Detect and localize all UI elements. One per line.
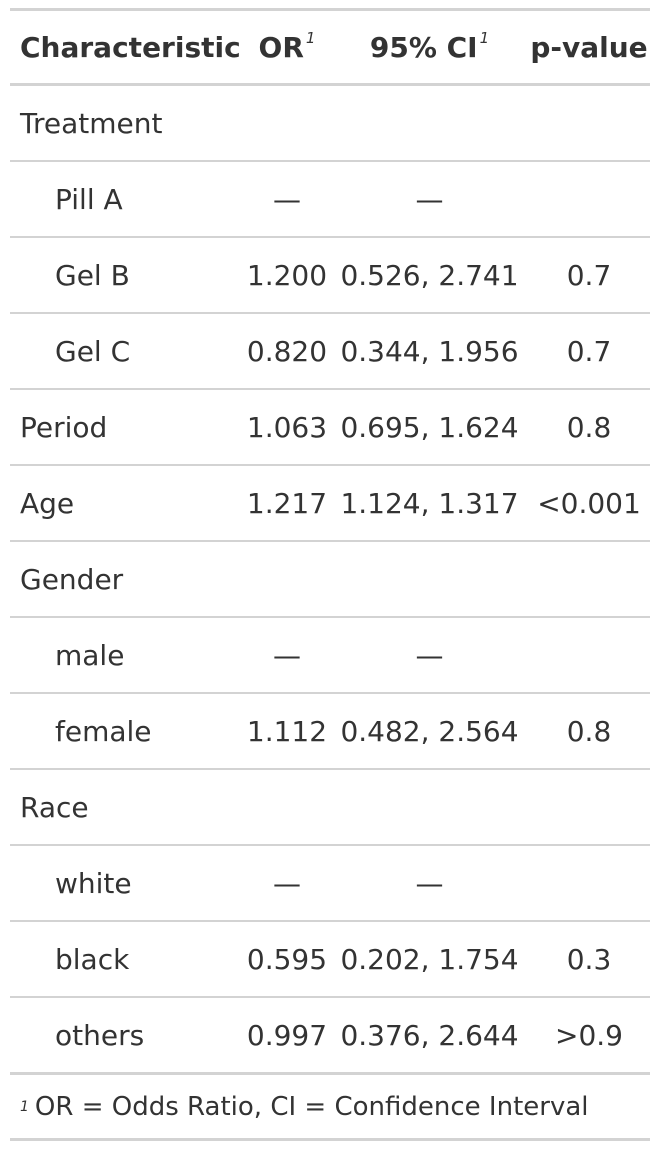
table-row (10, 389, 650, 465)
table-row (10, 997, 650, 1074)
footnote-text: OR = Odds Ratio, CI = Confidence Interval (34, 1091, 589, 1122)
regression-table-container (10, 8, 650, 1141)
table-row (10, 541, 650, 617)
header-row (10, 10, 650, 85)
table-row (10, 161, 650, 237)
row-or: 1.112 (243, 693, 331, 769)
table-footnote: 1 OR = Odds Ratio, CI = Confidence Interval (10, 1075, 650, 1141)
row-ci: — (331, 617, 528, 693)
row-ci: 0.344, 1.956 (331, 313, 528, 389)
odds-ratio-table (10, 8, 650, 1075)
row-pvalue (528, 161, 650, 237)
row-ci (331, 85, 528, 162)
row-pvalue (528, 845, 650, 921)
row-ci: 0.202, 1.754 (331, 921, 528, 997)
row-label: Treatment (10, 85, 243, 162)
row-ci: 0.526, 2.741 (331, 237, 528, 313)
table-header (10, 10, 650, 85)
row-or (243, 769, 331, 845)
table-row (10, 921, 650, 997)
row-label: female (10, 693, 243, 769)
row-pvalue: <0.001 (528, 465, 650, 541)
row-pvalue: 0.7 (528, 237, 650, 313)
row-or: 1.063 (243, 389, 331, 465)
row-label: Period (10, 389, 243, 465)
row-ci: 1.124, 1.317 (331, 465, 528, 541)
header-characteristic-label: Characteristic (20, 30, 241, 64)
row-label: white (10, 845, 243, 921)
row-or: 1.200 (243, 237, 331, 313)
table-body (10, 85, 650, 1074)
row-ci (331, 769, 528, 845)
table-row (10, 237, 650, 313)
row-pvalue: >0.9 (528, 997, 650, 1074)
row-pvalue: 0.3 (528, 921, 650, 997)
row-pvalue (528, 617, 650, 693)
table-row (10, 85, 650, 162)
header-pvalue (528, 10, 650, 85)
row-ci: 0.376, 2.644 (331, 997, 528, 1074)
row-ci: — (331, 845, 528, 921)
row-or: 0.997 (243, 997, 331, 1074)
row-label: others (10, 997, 243, 1074)
row-label: Gel C (10, 313, 243, 389)
row-ci: — (331, 161, 528, 237)
header-or (243, 10, 331, 85)
table-row (10, 617, 650, 693)
row-label: Pill A (10, 161, 243, 237)
row-or: — (243, 161, 331, 237)
row-ci: 0.695, 1.624 (331, 389, 528, 465)
row-label: Gel B (10, 237, 243, 313)
row-pvalue (528, 85, 650, 162)
row-ci: 0.482, 2.564 (331, 693, 528, 769)
table-row (10, 693, 650, 769)
row-pvalue (528, 541, 650, 617)
row-or: 0.820 (243, 313, 331, 389)
row-or: 0.595 (243, 921, 331, 997)
row-pvalue (528, 769, 650, 845)
row-label: Age (10, 465, 243, 541)
table-row (10, 313, 650, 389)
row-or: — (243, 617, 331, 693)
row-or (243, 541, 331, 617)
header-ci (331, 10, 528, 85)
header-or-label: OR (258, 30, 304, 64)
header-characteristic (10, 10, 243, 85)
header-ci-label: 95% CI (369, 30, 478, 64)
row-label: Gender (10, 541, 243, 617)
row-label: black (10, 921, 243, 997)
row-or (243, 85, 331, 162)
header-or-footnote-mark: 1 (305, 29, 316, 47)
table-row (10, 769, 650, 845)
row-or: 1.217 (243, 465, 331, 541)
header-pvalue-label: p-value (530, 30, 648, 64)
table-row (10, 845, 650, 921)
row-label: Race (10, 769, 243, 845)
row-pvalue: 0.8 (528, 693, 650, 769)
row-label: male (10, 617, 243, 693)
row-pvalue: 0.8 (528, 389, 650, 465)
header-ci-footnote-mark: 1 (479, 29, 490, 47)
row-or: — (243, 845, 331, 921)
row-ci (331, 541, 528, 617)
row-pvalue: 0.7 (528, 313, 650, 389)
table-row (10, 465, 650, 541)
